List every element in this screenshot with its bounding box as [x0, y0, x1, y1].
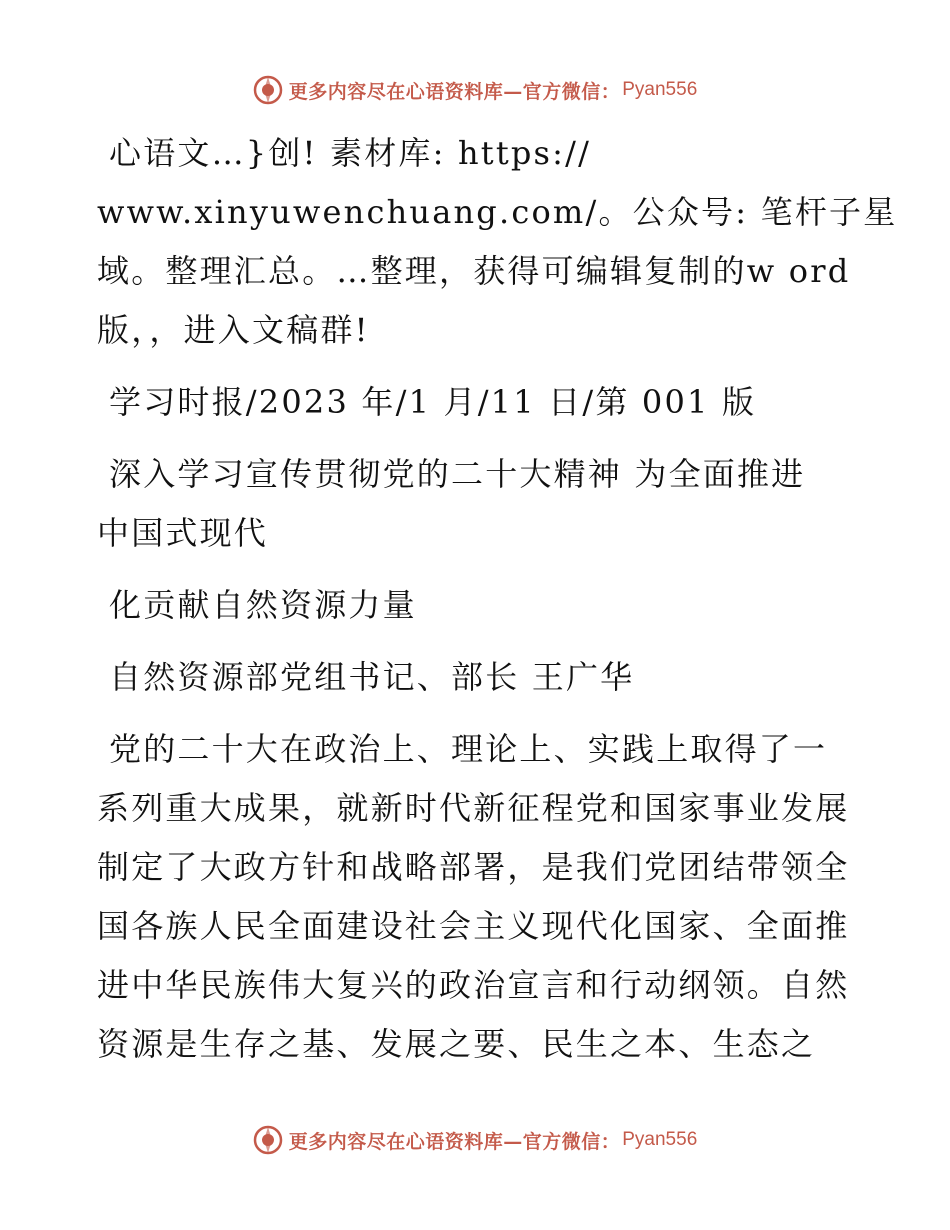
text-line: 进中华民族伟大复兴的政治宣言和行动纲领。自然: [97, 966, 850, 1004]
seal-logo-icon: [253, 1125, 283, 1155]
body-paragraph: [97, 720, 857, 1074]
header-watermark-banner: [0, 70, 950, 110]
text-line: 资源是生存之基、发展之要、民生之本、生态之: [97, 1025, 816, 1063]
document-body: [97, 124, 898, 1087]
text-line: 域。整理汇总。…整理，获得可编辑复制的w ord: [97, 252, 851, 290]
text-line: 自然资源部党组书记、部长 王广华: [109, 658, 635, 696]
text-line: 深入学习宣传贯彻党的二十大精神 为全面推进: [109, 455, 806, 493]
text-line: 学习时报/2023 年/1 月/11 日/第 001 版: [109, 383, 757, 421]
author-byline: [97, 648, 857, 707]
seal-logo-icon: [253, 75, 283, 105]
watermark-wechat-id: Pyan556: [622, 79, 698, 100]
watermark-text: 更多内容尽在心语资料库—官方微信：: [288, 80, 621, 103]
article-title: [97, 445, 857, 563]
text-line: 制定了大政方针和战略部署，是我们党团结带领全: [97, 848, 850, 886]
text-line: 版，，进入文稿群!: [97, 311, 370, 349]
text-line: 心语文…}创! 素材库: https://: [109, 134, 592, 172]
text-line: www.xinyuwenchuang.com/。公众号: 笔杆子星: [97, 193, 898, 231]
text-line: 中国式现代: [97, 514, 269, 552]
footer-watermark-banner: [0, 1120, 950, 1160]
article-title-continued: [97, 576, 857, 635]
text-line: 党的二十大在政治上、理论上、实践上取得了一: [109, 730, 828, 768]
watermark-text: 更多内容尽在心语资料库—官方微信：: [288, 1130, 621, 1153]
text-line: 系列重大成果，就新时代新征程党和国家事业发展: [97, 789, 850, 827]
text-line: 国各族人民全面建设社会主义现代化国家、全面推: [97, 907, 850, 945]
intro-paragraph: [97, 124, 898, 360]
watermark-wechat-id: Pyan556: [622, 1129, 698, 1150]
text-line: 化贡献自然资源力量: [109, 586, 417, 624]
publication-source: [97, 373, 857, 432]
